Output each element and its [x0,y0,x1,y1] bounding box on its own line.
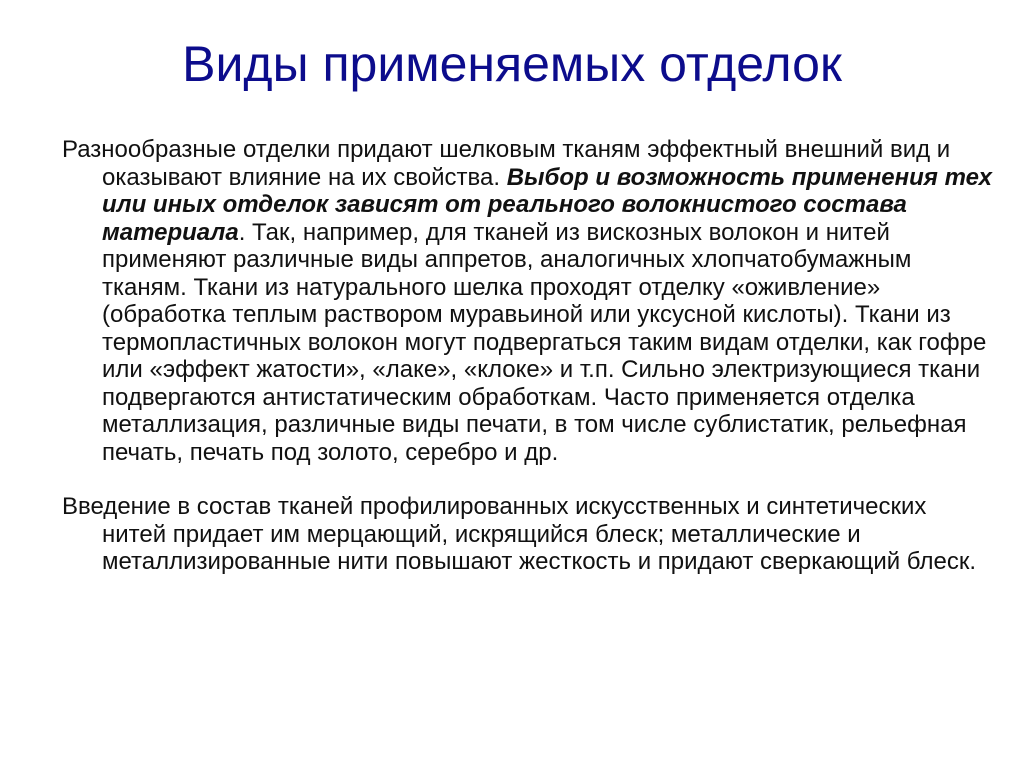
slide-body [62,136,992,576]
slide-title: Виды применяемых отделок [182,36,842,92]
paragraph-profiled-threads [62,493,992,576]
paragraph-continuation-text: . Так, например, для тканей из вискозных волокон и нитей применяют различные виды аппретов, аналогичных хлопчатобумажным тканям. Ткани из натурального шелка проходят отделку «оживление» (обработка теплым раствором муравьиной или уксусной кислоты). Ткани из термопластичных волокон могут подвергаться таким видам отделки, как гофре или «эффект жатости», «лаке», «клоке» и т.п. Сильно электризующиеся ткани подвергаются антистатическим обработкам. Часто применяется отделка металлизация, различные виды печати, в том числе сублистатик, рельефная печать, печать под золото, серебро и др. [102,218,987,466]
paragraph-intro-text: Разнообразные отделки придают шелковым тканям эффектный внешний вид и оказывают влияние на их свойства. [62,136,951,191]
emphasized-text: Выбор и возможность применения тех или иных отделок зависят от реального волокнистого состава материала [102,163,992,246]
paragraph-text: Введение в состав тканей профилированных искусственных и синтетических нитей придает им мерцающий, искрящийся блеск; металлические и металлизированные нити повышают жесткость и придают сверкающий блеск. [62,493,976,575]
paragraph-finishes [62,136,992,466]
